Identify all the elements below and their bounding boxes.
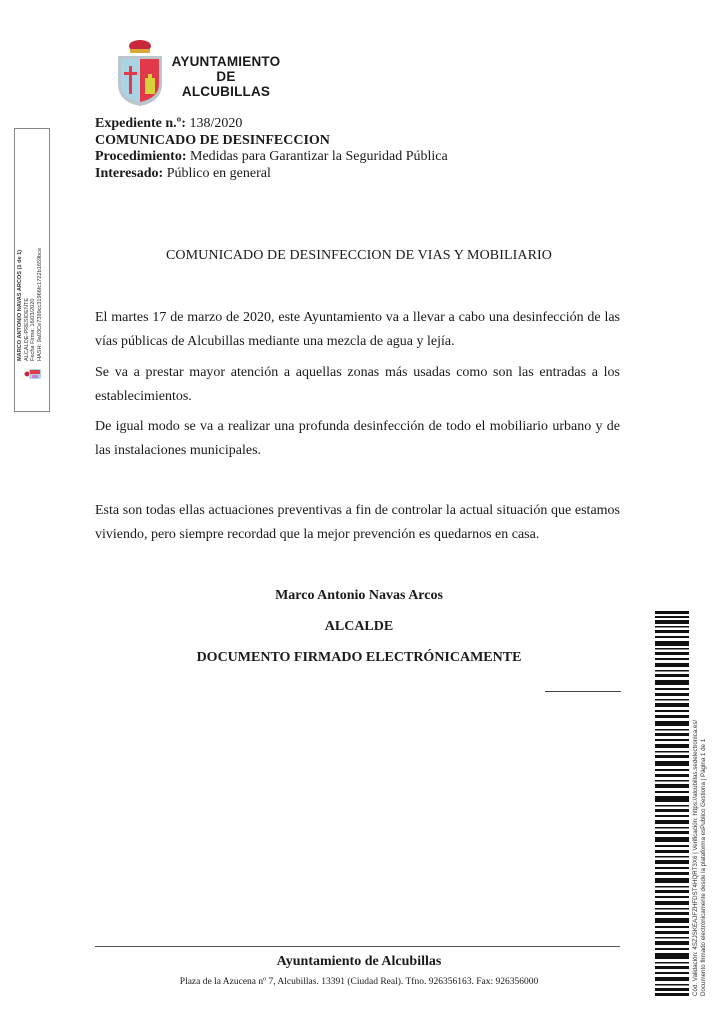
interesado-row [95, 166, 448, 183]
logo-line-3: ALCUBILLAS [181, 84, 271, 99]
validation-platform: Documento firmado electrónicamente desde la plataforma esPublico Gestiona | Página 1 de 1 [700, 738, 707, 996]
paragraph: Se va a prestar mayor atención a aquellas zonas más usadas como son las entradas a los establecimientos. [95, 365, 620, 404]
procedimiento-label: Procedimiento: [95, 149, 187, 164]
coat-of-arms-icon [24, 366, 42, 382]
document-header [95, 116, 448, 182]
signer-name: Marco Antonio Navas Arcos [275, 588, 443, 603]
subject-row [95, 133, 448, 150]
paragraph: El martes 17 de marzo de 2020, este Ayuntamiento va a llevar a cabo una desinfección de las vías públicas de Alcubillas mediante una mezcla de agua y lejía. [95, 310, 620, 349]
interesado-label: Interesado: [95, 165, 164, 181]
barcode-icon [655, 611, 689, 996]
stamp-date: Fecha Firma: 16/03/2020 [30, 298, 37, 361]
logo-text [170, 54, 282, 99]
coat-of-arms-icon [112, 36, 168, 108]
logo-line-1: AYUNTAMIENTO [171, 54, 281, 69]
validation-code: Cód. Validación: 4SZJSKEAJFZHFDST4HQRT3X6 | Verificación: https://alcubillas.sedelectronica.es/ [692, 719, 699, 996]
expediente-value: 138/2020 [189, 116, 243, 131]
municipality-logo [112, 36, 292, 108]
stamp-signer: MARCO ANTONIO NAVAS ARCOS (1 de 1) [17, 249, 23, 361]
procedimiento-row [95, 149, 448, 166]
procedimiento-value: Medidas para Garantizar la Seguridad Pública [190, 149, 448, 164]
logo-line-2: DE [216, 69, 236, 84]
signature-stamp [14, 128, 50, 412]
signature-line [545, 691, 621, 692]
footer-title: Ayuntamiento de Alcubillas [276, 954, 442, 969]
electronic-signature-note: DOCUMENTO FIRMADO ELECTRÓNICAMENTE [196, 650, 522, 665]
subject: COMUNICADO DE DESINFECCION [95, 132, 330, 148]
expediente-label: Expediente n.º: [95, 116, 186, 131]
stamp-hash: HASH: 9a03Ce7399cc31966fc1722b1659bce [36, 247, 43, 361]
signer-role: ALCALDE [324, 619, 394, 634]
stamp-role: ALCALDE-PRESIDENTE [23, 297, 30, 361]
footer-address: Plaza de la Azucena nº 7, Alcubillas. 13391 (Ciudad Real). Tfno. 926356163. Fax: 926356000 [179, 977, 539, 987]
footer-divider [95, 946, 620, 947]
expediente-row [95, 116, 448, 133]
paragraph: De igual modo se va a realizar una profunda desinfección de todo el mobiliario urbano y de las instalaciones municipales. [95, 419, 620, 458]
paragraph: Esta son todas ellas actuaciones preventivas a fin de controlar la actual situación que estamos viviendo, pero siempre recordad que la mejor prevención es quedarnos en casa. [95, 503, 620, 542]
document-title: COMUNICADO DE DESINFECCION DE VIAS Y MOBILIARIO [165, 248, 553, 263]
interesado-value: Público en general [166, 165, 271, 181]
